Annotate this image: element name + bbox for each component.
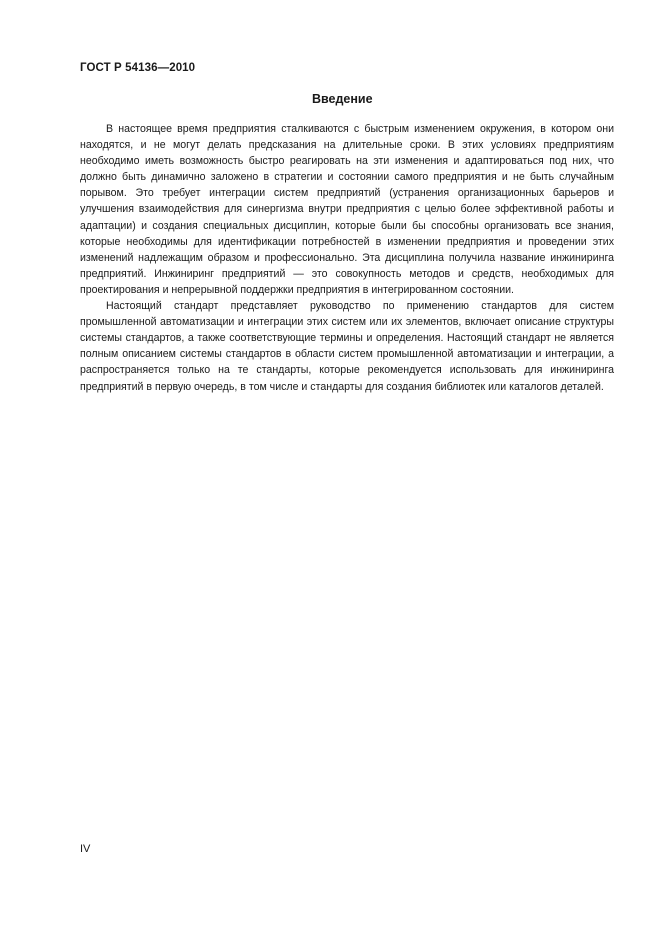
paragraph: Настоящий стандарт представляет руководство по применению стандартов для систем промышленной автоматизации и интеграции этих систем или их элементов, включает описание структуры системы стандартов, а также соответствующие термины и определения. Настоящий стандарт не является полным описанием системы стандартов в области систем промышленной автоматизации и интеграции, а распространяется только на те стандарты, которые рекомендуется использовать для инжиниринга предприятий в первую очередь, в том числе и стандарты для создания библиотек или каталогов деталей. — [80, 300, 614, 393]
page-number: IV — [80, 843, 91, 855]
document-code: ГОСТ Р 54136—2010 — [80, 62, 196, 74]
paragraph: В настоящее время предприятия сталкиваются с быстрым изменением окружения, в котором они находятся, и не могут делать предсказания на длительные сроки. В этих условиях предприятиям необходимо иметь возможность быстро реагировать на эти изменения и адаптироваться под них, что должно быть динамично заложено в стратегии и состоянии самого предприятия и не быть случайным порывом. Это требует интеграции систем предприятий (устранения организационных барьеров и улучшения взаимодействия для синергизма внутри предприятия с целью более эффективной работы и адаптации) и создания специальных дисциплин, которые были бы способны организовать все знания, которые необходимы для идентификации потребностей в изменении предприятия и проведении этих изменений надлежащим образом и профессионально. Эта дисциплина получила название инжиниринга предприятий. Инжиниринг предприятий — это совокупность методов и средств, необходимых для проектирования и непрерывной поддержки предприятия в интегрированном состоянии. — [80, 123, 614, 296]
section-title: Введение — [312, 92, 373, 106]
body-text — [80, 121, 614, 395]
